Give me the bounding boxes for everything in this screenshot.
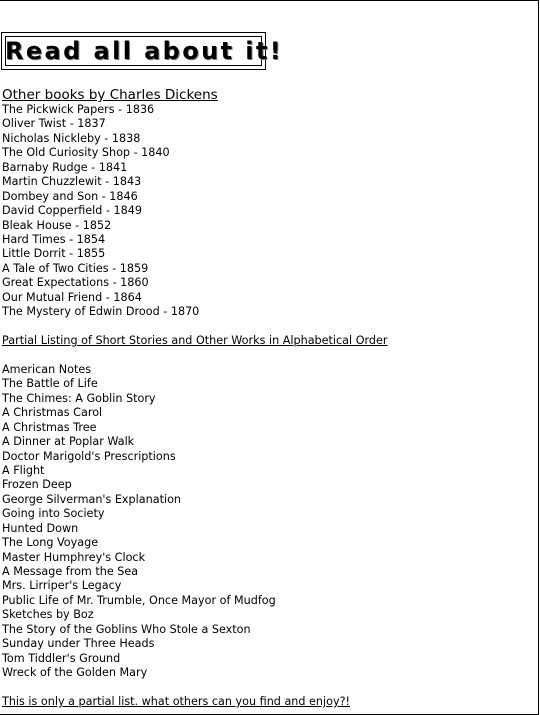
novel-list-item: Martin Chuzzlewit - 1843 — [2, 175, 142, 189]
short-work-list-item: The Battle of Life — [2, 377, 98, 391]
novel-list-item: The Pickwick Papers - 1836 — [2, 103, 155, 116]
novel-list-item: Nicholas Nickleby - 1838 — [2, 131, 141, 145]
novel-list-item: The Mystery of Edwin Drood - 1870 — [2, 305, 200, 319]
footer-note: This is only a partial list. what others can you find and enjoy?! — [2, 694, 351, 708]
short-work-list-item: Sunday under Three Heads — [2, 637, 155, 651]
novels-list — [2, 103, 532, 320]
short-work-list-item: Tom Tiddler's Ground — [2, 651, 121, 665]
novel-list-item: A Tale of Two Cities - 1859 — [2, 261, 149, 275]
section-spacer — [2, 681, 532, 695]
short-work-list-item: A Dinner at Poplar Walk — [2, 435, 135, 449]
short-work-list-item: Going into Society — [2, 507, 105, 521]
short-works-heading: Partial Listing of Short Stories and Other Works in Alphabetical Order — [2, 334, 388, 347]
short-work-list-item: Hunted Down — [2, 521, 79, 535]
novel-list-item: Great Expectations - 1860 — [2, 276, 149, 290]
short-work-list-item: Frozen Deep — [2, 478, 72, 492]
short-work-list-item: Sketches by Boz — [2, 608, 94, 622]
section-spacer — [2, 320, 532, 334]
main-content — [2, 87, 532, 709]
novel-list-item: Oliver Twist - 1837 — [2, 117, 106, 131]
novels-heading: Other books by Charles Dickens — [2, 87, 218, 103]
short-work-list-item: The Chimes: A Goblin Story — [2, 391, 156, 405]
short-work-list-item: A Flight — [2, 463, 45, 477]
page-title: Read all about it! — [5, 37, 284, 65]
novel-list-item: Hard Times - 1854 — [2, 232, 106, 246]
short-works-list — [2, 363, 532, 681]
section-spacer — [2, 348, 532, 362]
short-work-list-item: The Long Voyage — [2, 536, 99, 550]
short-work-list-item: A Message from the Sea — [2, 565, 139, 579]
short-work-list-item: George Silverman's Explanation — [2, 492, 181, 506]
short-work-list-item: Public Life of Mr. Trumble, Once Mayor of Mudfog — [2, 593, 276, 607]
novel-list-item: Our Mutual Friend - 1864 — [2, 290, 142, 304]
short-work-list-item: The Story of the Goblins Who Stole a Sexton — [2, 622, 251, 636]
novel-list-item: Barnaby Rudge - 1841 — [2, 160, 128, 174]
short-work-list-item: American Notes — [2, 362, 92, 376]
novel-list-item: Bleak House - 1852 — [2, 218, 112, 232]
short-work-list-item: Doctor Marigold's Prescriptions — [2, 449, 176, 463]
novel-list-item: The Old Curiosity Shop - 1840 — [2, 146, 170, 160]
title-banner — [1, 32, 284, 70]
novel-list-item: Dombey and Son - 1846 — [2, 189, 138, 203]
short-work-list-item: Master Humphrey's Clock — [2, 550, 146, 564]
short-work-list-item: Wreck of the Golden Mary — [2, 666, 148, 680]
short-work-list-item: Mrs. Lirriper's Legacy — [2, 579, 122, 593]
short-work-list-item: A Christmas Carol — [2, 406, 103, 420]
novel-list-item: Little Dorrit - 1855 — [2, 247, 106, 261]
short-work-list-item: A Christmas Tree — [2, 420, 97, 434]
novel-list-item: David Copperfield - 1849 — [2, 204, 142, 218]
